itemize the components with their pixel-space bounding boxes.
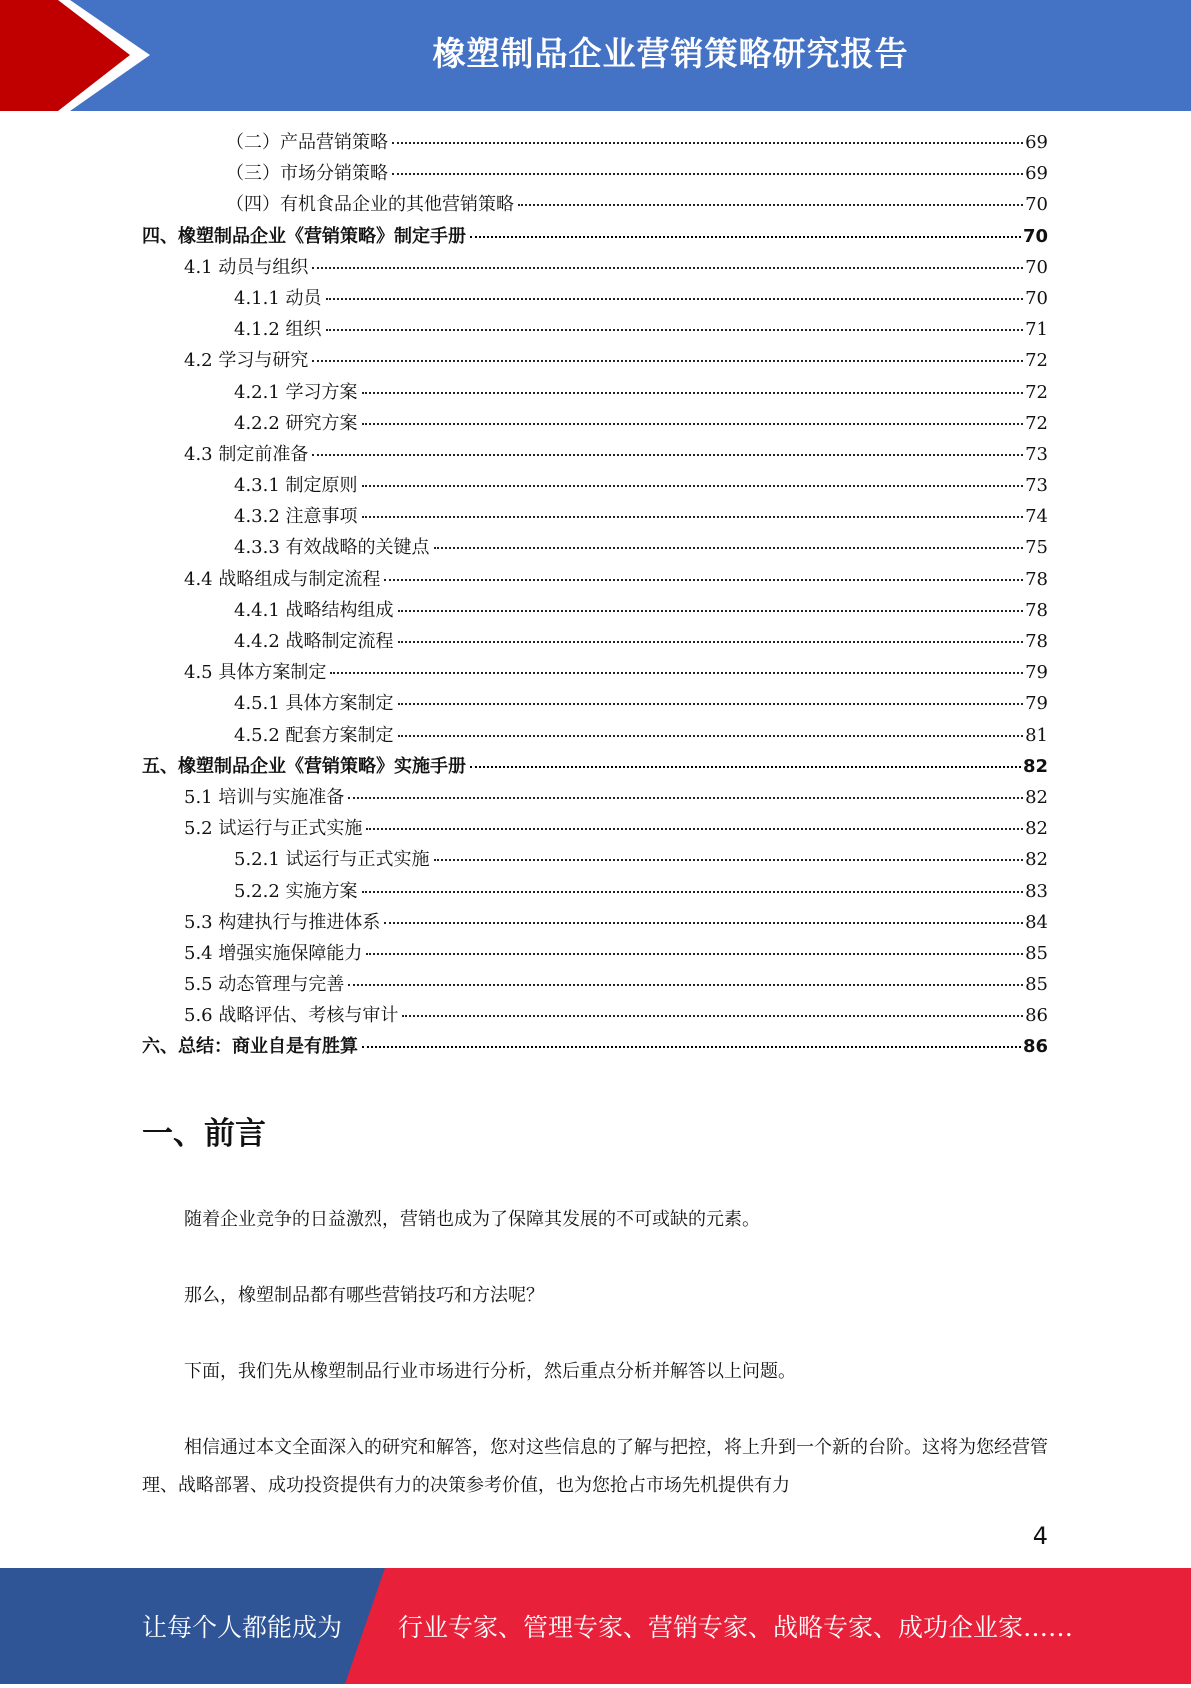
toc-entry-label: （三）市场分销策略 (226, 163, 388, 185)
toc-entry[interactable] (142, 502, 1048, 533)
toc-entry[interactable] (142, 596, 1048, 627)
toc-dot-leader (384, 579, 1023, 581)
toc-dot-leader (518, 204, 1023, 206)
toc-dot-leader (326, 298, 1024, 300)
toc-entry-page: 79 (1025, 693, 1048, 715)
toc-entry[interactable] (142, 222, 1048, 253)
toc-entry[interactable] (142, 970, 1048, 1001)
toc-entry-label: （二）产品营销策略 (226, 132, 388, 153)
toc-dot-leader (362, 423, 1024, 425)
toc-entry[interactable] (142, 1032, 1048, 1063)
footer-slogan-right: 行业专家、管理专家、营销专家、战略专家、成功企业家…… (398, 1613, 1074, 1642)
toc-entry-page: 70 (1025, 194, 1048, 216)
toc-entry-label: 4.3.1 制定原则 (234, 475, 358, 497)
toc-entry-label: 六、总结：商业自是有胜算 (142, 1036, 358, 1058)
toc-entry[interactable] (142, 409, 1048, 440)
toc-dot-leader (434, 547, 1024, 549)
toc-entry-page: 72 (1025, 350, 1048, 372)
toc-dot-leader (392, 173, 1023, 175)
paragraph-1: 随着企业竞争的日益激烈，营销也成为了保障其发展的不可或缺的元素。 (184, 1209, 760, 1230)
toc-entry-label: 5.2.2 实施方案 (234, 880, 358, 902)
toc-entry-label: 4.1.1 动员 (234, 287, 322, 309)
toc-entry[interactable] (142, 658, 1048, 689)
toc-entry-label: 4.5.1 具体方案制定 (234, 693, 394, 715)
toc-entry-page: 78 (1025, 568, 1048, 590)
toc-entry-page: 82 (1022, 755, 1048, 777)
toc-dot-leader (330, 672, 1023, 674)
toc-entry-page: 85 (1025, 974, 1048, 996)
toc-entry[interactable] (142, 315, 1048, 346)
toc-dot-leader (348, 797, 1023, 799)
toc-entry[interactable] (142, 752, 1048, 783)
toc-entry[interactable] (142, 814, 1048, 845)
page-footer (0, 1568, 1191, 1684)
toc-entry-label: 4.4 战略组成与制定流程 (184, 568, 381, 590)
toc-dot-leader (434, 859, 1024, 861)
toc-dot-leader (402, 1015, 1023, 1017)
toc-entry-page: 79 (1025, 662, 1048, 684)
toc-entry[interactable] (142, 877, 1048, 908)
toc-entry-label: 5.2 试运行与正式实施 (184, 818, 363, 840)
toc-entry[interactable] (142, 783, 1048, 814)
toc-entry[interactable] (142, 721, 1048, 752)
toc-entry-page: 82 (1025, 786, 1048, 808)
toc-entry-page: 72 (1025, 412, 1048, 434)
toc-entry[interactable] (142, 689, 1048, 720)
toc-dot-leader (362, 891, 1024, 893)
toc-entry-page: 82 (1025, 818, 1048, 840)
toc-entry-label: 4.4.2 战略制定流程 (234, 631, 394, 652)
toc-entry[interactable] (142, 1001, 1048, 1032)
toc-dot-leader (312, 360, 1023, 362)
toc-dot-leader (312, 454, 1023, 456)
toc-entry-page: 70 (1025, 256, 1048, 278)
toc-entry[interactable] (142, 346, 1048, 377)
toc-entry-label: 四、橡塑制品企业《营销策略》制定手册 (142, 225, 466, 247)
toc-entry-label: 5.5 动态管理与完善 (184, 974, 345, 996)
toc-entry-page: 81 (1025, 724, 1048, 746)
toc-entry-label: 4.2.2 研究方案 (234, 412, 358, 434)
toc-dot-leader (470, 236, 1021, 238)
toc-entry-label: 五、橡塑制品企业《营销策略》实施手册 (142, 755, 466, 777)
toc-entry-label: 4.5 具体方案制定 (184, 662, 327, 684)
toc-entry-page: 73 (1025, 443, 1048, 465)
paragraph-2: 那么，橡塑制品都有哪些营销技巧和方法呢？ (184, 1285, 544, 1306)
toc-entry[interactable] (142, 845, 1048, 876)
page-header (0, 0, 1191, 111)
toc-entry[interactable] (142, 284, 1048, 315)
report-title: 橡塑制品企业营销策略研究报告 (432, 34, 909, 73)
toc-entry-label: 5.4 增强实施保障能力 (184, 942, 363, 964)
toc-dot-leader (398, 610, 1024, 612)
toc-dot-leader (398, 735, 1024, 737)
toc-entry-page: 84 (1025, 911, 1048, 933)
toc-dot-leader (312, 267, 1023, 269)
toc-entry-label: 4.2 学习与研究 (184, 350, 309, 372)
toc-entry-label: 4.4.1 战略结构组成 (234, 599, 394, 621)
toc-entry-label: 4.2.1 学习方案 (234, 381, 358, 403)
toc-entry-label: 5.6 战略评估、考核与审计 (184, 1005, 399, 1027)
toc-dot-leader (362, 485, 1024, 487)
toc-entry-page: 69 (1025, 163, 1048, 185)
toc-entry-page: 74 (1025, 506, 1048, 528)
toc-entry[interactable] (142, 159, 1048, 190)
toc-dot-leader (398, 703, 1024, 705)
paragraph-4: 相信通过本文全面深入的研究和解答，您对这些信息的了解与把控，将上升到一个新的台阶。这将为您经营管理、战略部署、成功投资提供有力的决策参考价值，也为您抢占市场先机提供有力 (142, 1437, 1048, 1496)
toc-entry[interactable] (142, 533, 1048, 564)
section-heading: 一、前言 (142, 1116, 266, 1152)
toc-entry-label: 5.1 培训与实施准备 (184, 786, 345, 808)
toc-entry-label: 4.5.2 配套方案制定 (234, 724, 394, 746)
toc-entry[interactable] (142, 190, 1048, 221)
toc-dot-leader (384, 922, 1023, 924)
toc-entry-page: 86 (1022, 1036, 1048, 1058)
toc-dot-leader (366, 828, 1023, 830)
toc-dot-leader (362, 1046, 1021, 1048)
toc-dot-leader (362, 516, 1024, 518)
toc-entry[interactable] (142, 565, 1048, 596)
toc-entry-page: 70 (1022, 225, 1048, 247)
toc-dot-leader (362, 392, 1024, 394)
toc-dot-leader (470, 766, 1021, 768)
toc-entry[interactable] (142, 627, 1048, 658)
toc-entry[interactable] (142, 253, 1048, 284)
toc-entry-page: 73 (1025, 475, 1048, 497)
header-red-arrow-decoration (0, 0, 160, 111)
toc-entry-label: （四）有机食品企业的其他营销策略 (226, 194, 514, 216)
toc-entry-page: 70 (1025, 287, 1048, 309)
table-of-contents (142, 128, 1048, 1064)
footer-slogan-left: 让每个人都能成为 (142, 1613, 343, 1642)
toc-entry[interactable] (142, 471, 1048, 502)
toc-entry[interactable] (142, 378, 1048, 409)
toc-dot-leader (398, 641, 1024, 643)
toc-entry-page: 86 (1025, 1005, 1048, 1027)
toc-dot-leader (392, 142, 1023, 144)
toc-entry[interactable] (142, 908, 1048, 939)
toc-entry-page: 85 (1025, 942, 1048, 964)
toc-dot-leader (348, 984, 1023, 986)
toc-entry[interactable] (142, 939, 1048, 970)
toc-entry-page: 83 (1025, 880, 1048, 902)
toc-entry-page: 78 (1025, 631, 1048, 652)
toc-entry[interactable] (142, 128, 1048, 159)
toc-dot-leader (366, 953, 1023, 955)
toc-entry-label: 4.1.2 组织 (234, 319, 322, 341)
toc-entry-page: 71 (1025, 319, 1048, 341)
toc-entry-page: 72 (1025, 381, 1048, 403)
toc-entry-page: 78 (1025, 599, 1048, 621)
toc-entry-page: 69 (1025, 132, 1048, 153)
toc-entry-label: 4.3.2 注意事项 (234, 506, 358, 528)
toc-entry-label: 5.2.1 试运行与正式实施 (234, 849, 430, 871)
toc-entry-page: 75 (1025, 537, 1048, 559)
toc-entry-label: 4.3 制定前准备 (184, 443, 309, 465)
paragraph-3: 下面，我们先从橡塑制品行业市场进行分析，然后重点分析并解答以上问题。 (184, 1361, 796, 1382)
toc-entry-label: 4.1 动员与组织 (184, 256, 309, 278)
toc-dot-leader (326, 329, 1024, 331)
toc-entry[interactable] (142, 440, 1048, 471)
toc-entry-label: 4.3.3 有效战略的关键点 (234, 537, 430, 559)
toc-entry-page: 82 (1025, 849, 1048, 871)
page-number: 4 (1032, 1522, 1048, 1550)
toc-entry-label: 5.3 构建执行与推进体系 (184, 911, 381, 933)
